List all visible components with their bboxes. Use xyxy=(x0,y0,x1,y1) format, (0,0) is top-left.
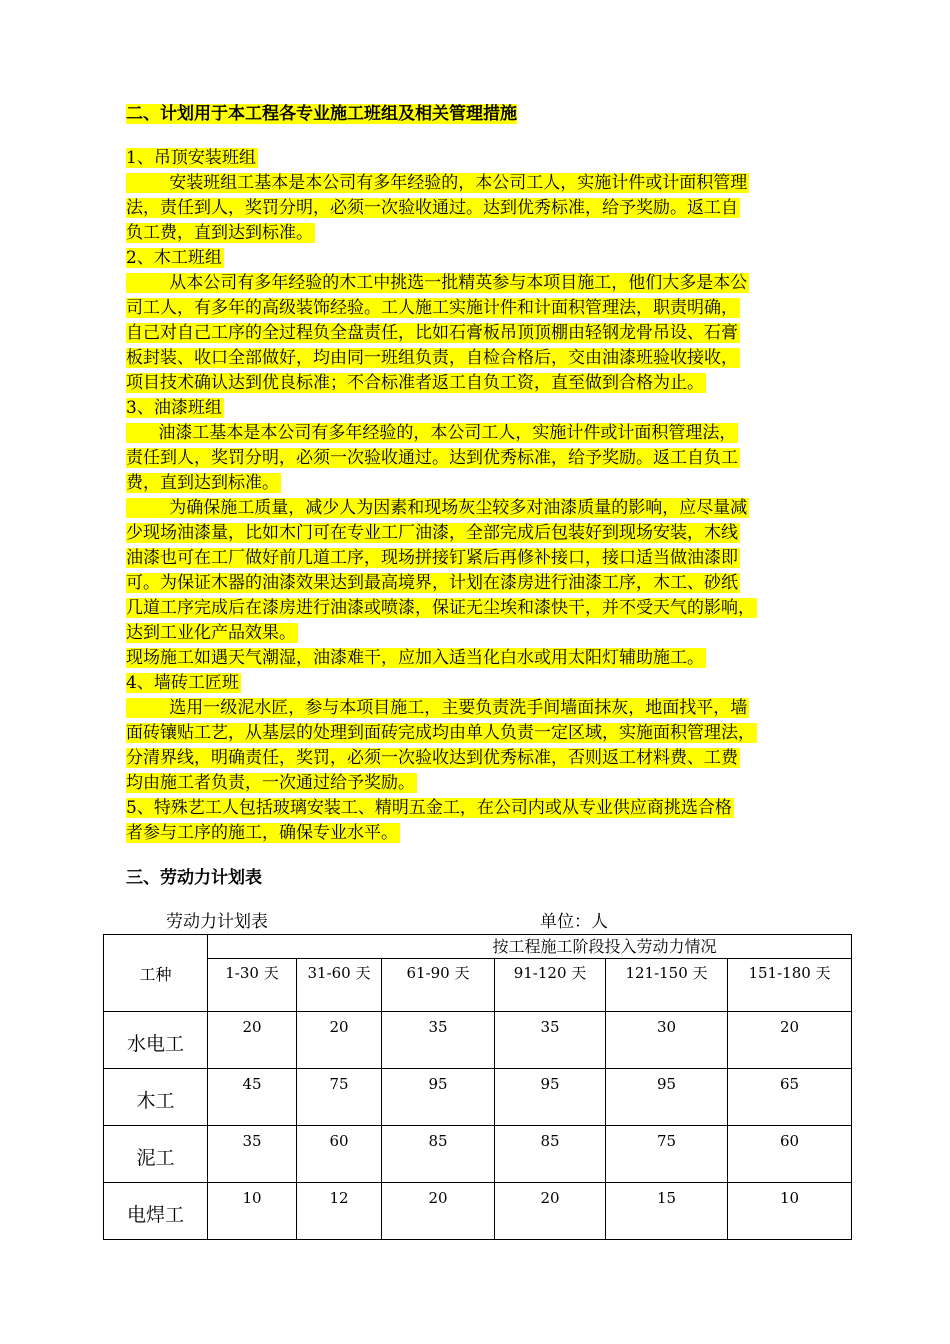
labor-count: 20 xyxy=(382,1183,495,1240)
table-header-row xyxy=(104,935,852,959)
worker-type: 水电工 xyxy=(104,1012,208,1069)
worker-type: 木工 xyxy=(104,1069,208,1126)
labor-count: 12 xyxy=(297,1183,382,1240)
worker-type-header: 工种 xyxy=(104,935,208,1012)
labor-count: 15 xyxy=(606,1183,728,1240)
text-line: 2、木工班组 xyxy=(126,248,222,268)
labor-count: 35 xyxy=(495,1012,606,1069)
text-line: 现场施工如遇天气潮湿，油漆难干，应加入适当化白水或用太阳灯辅助施工。 xyxy=(126,648,704,668)
labor-plan-table xyxy=(103,934,852,1240)
labor-count: 10 xyxy=(208,1183,297,1240)
text-line: 为确保施工质量，减少人为因素和现场灰尘较多对油漆质量的影响，应尽量减 xyxy=(126,498,748,518)
worker-type: 电焊工 xyxy=(104,1183,208,1240)
table-caption: 劳动力计划表 xyxy=(166,912,268,932)
phase-group-header: 按工程施工阶段投入劳动力情况 xyxy=(208,935,852,959)
labor-count: 10 xyxy=(728,1183,852,1240)
phase-header: 121-150 天 xyxy=(606,959,728,1012)
table-row xyxy=(104,1183,852,1240)
worker-type: 泥工 xyxy=(104,1126,208,1183)
text-line: 安装班组工基本是本公司有多年经验的，本公司工人，实施计件或计面积管理 xyxy=(126,173,748,193)
text-line: 司工人，有多年的高级装饰经验。工人施工实施计件和计面积管理法，职责明确， xyxy=(126,298,738,318)
labor-count: 95 xyxy=(606,1069,728,1126)
labor-count: 85 xyxy=(495,1126,606,1183)
labor-count: 60 xyxy=(297,1126,382,1183)
text-line: 费，直到达到标准。 xyxy=(126,473,279,493)
text-line: 几道工序完成后在漆房进行油漆或喷漆，保证无尘埃和漆快干，并不受天气的影响， xyxy=(126,598,755,618)
text-line: 项目技术确认达到优良标准；不合标准者返工自负工资，直至做到合格为止。 xyxy=(126,373,704,393)
labor-count: 75 xyxy=(606,1126,728,1183)
labor-count: 95 xyxy=(495,1069,606,1126)
labor-count: 85 xyxy=(382,1126,495,1183)
section2-heading: 二、计划用于本工程各专业施工班组及相关管理措施 xyxy=(126,104,517,124)
text-line: 达到工业化产品效果。 xyxy=(126,623,296,643)
table-row xyxy=(104,1126,852,1183)
table-row xyxy=(104,1012,852,1069)
labor-count: 45 xyxy=(208,1069,297,1126)
table-unit: 单位：人 xyxy=(540,912,608,932)
phase-header: 61-90 天 xyxy=(382,959,495,1012)
text-line: 选用一级泥水匠，参与本项目施工，主要负责洗手间墙面抹灰，地面找平，墙 xyxy=(126,698,748,718)
text-line: 面砖镶贴工艺，从基层的处理到面砖完成均由单人负责一定区域，实施面积管理法， xyxy=(126,723,755,743)
text-line: 负工费，直到达到标准。 xyxy=(126,223,313,243)
text-line: 从本公司有多年经验的木工中挑选一批精英参与本项目施工，他们大多是本公 xyxy=(126,273,748,293)
text-line: 少现场油漆量，比如木门可在专业工厂油漆，全部完成后包装好到现场安装，木线 xyxy=(126,523,738,543)
labor-count: 20 xyxy=(208,1012,297,1069)
phase-header: 1-30 天 xyxy=(208,959,297,1012)
text-line: 分清界线，明确责任，奖罚，必须一次验收达到优秀标准，否则返工材料费、工费 xyxy=(126,748,738,768)
text-line: 均由施工者负责，一次通过给予奖励。 xyxy=(126,773,415,793)
text-line: 4、墙砖工匠班 xyxy=(126,673,239,693)
phase-header: 91-120 天 xyxy=(495,959,606,1012)
section3-heading: 三、劳动力计划表 xyxy=(126,868,262,888)
labor-count: 75 xyxy=(297,1069,382,1126)
labor-count: 20 xyxy=(728,1012,852,1069)
text-line: 油漆也可在工厂做好前几道工序，现场拼接钉紧后再修补接口，接口适当做油漆即 xyxy=(126,548,738,568)
phase-header: 151-180 天 xyxy=(728,959,852,1012)
text-line: 者参与工序的施工，确保专业水平。 xyxy=(126,823,398,843)
labor-count: 35 xyxy=(208,1126,297,1183)
labor-count: 35 xyxy=(382,1012,495,1069)
table-phase-row xyxy=(104,959,852,1012)
table-row xyxy=(104,1069,852,1126)
text-line: 油漆工基本是本公司有多年经验的，本公司工人，实施计件或计面积管理法， xyxy=(126,423,737,443)
text-line: 5、特殊艺工人包括玻璃安装工、精明五金工，在公司内或从专业供应商挑选合格 xyxy=(126,798,732,818)
labor-count: 20 xyxy=(297,1012,382,1069)
phase-header: 31-60 天 xyxy=(297,959,382,1012)
text-line: 1、吊顶安装班组 xyxy=(126,148,256,168)
text-line: 3、油漆班组 xyxy=(126,398,222,418)
labor-count: 65 xyxy=(728,1069,852,1126)
text-line: 可。为保证木器的油漆效果达到最高境界，计划在漆房进行油漆工序，木工、砂纸 xyxy=(126,573,738,593)
labor-count: 30 xyxy=(606,1012,728,1069)
labor-count: 60 xyxy=(728,1126,852,1183)
section2-body xyxy=(126,146,846,846)
text-line: 责任到人，奖罚分明，必须一次验收通过。达到优秀标准，给予奖励。返工自负工 xyxy=(126,448,738,468)
labor-count: 20 xyxy=(495,1183,606,1240)
text-line: 板封装、收口全部做好，均由同一班组负责，自检合格后，交由油漆班验收接收， xyxy=(126,348,738,368)
text-line: 自己对自己工序的全过程负全盘责任，比如石膏板吊顶顶棚由轻钢龙骨吊设、石膏 xyxy=(126,323,738,343)
labor-count: 95 xyxy=(382,1069,495,1126)
text-line: 法，责任到人，奖罚分明，必须一次验收通过。达到优秀标准，给予奖励。返工自 xyxy=(126,198,738,218)
